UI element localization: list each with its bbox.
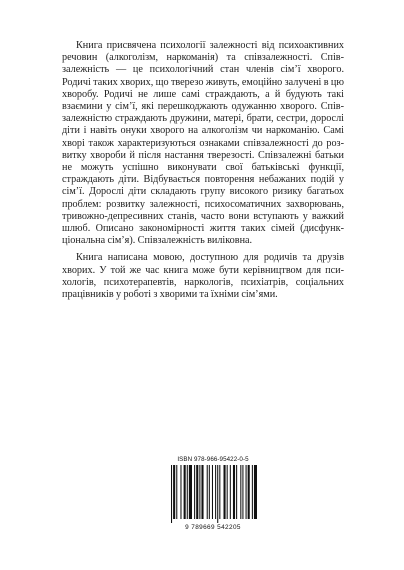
- isbn-label: ISBN 978-966-95422-0-5: [177, 456, 249, 463]
- barcode-bar: [173, 465, 175, 519]
- barcode-bar: [236, 465, 237, 519]
- barcode-bar: [187, 465, 188, 519]
- barcode-bar: [215, 465, 216, 519]
- barcode-bar: [176, 465, 177, 519]
- barcode-bar: [240, 465, 241, 519]
- barcode-bar: [248, 465, 250, 519]
- barcode-bar: [224, 465, 226, 519]
- barcode-bar: [207, 465, 208, 519]
- barcode-bar: [246, 465, 247, 519]
- barcode-bar: [230, 465, 231, 519]
- barcode-bar: [233, 465, 235, 519]
- annotation-paragraph-2: Книга написана мовою, доступною для родичів та друзів хворих. У той же час книга може бути керівництвом для психологів, психотерапевтів, наркологів, психіатрів, соціальних працівників у роботі з хворими та їхніми сім’ями.: [62, 252, 344, 301]
- barcode-bar: [209, 465, 210, 519]
- barcode-bar: [184, 465, 186, 519]
- isbn-block: [169, 456, 257, 531]
- barcode-bar: [254, 465, 257, 519]
- barcode-bar: [196, 465, 198, 519]
- barcode-bar: [242, 465, 243, 519]
- barcode-bar: [217, 465, 218, 523]
- barcode: [169, 465, 257, 523]
- barcode-bar: [171, 465, 172, 523]
- barcode-bar: [219, 465, 220, 519]
- barcode-bar: [189, 465, 192, 519]
- barcode-bar: [227, 465, 228, 519]
- barcode-bar: [199, 465, 200, 519]
- annotation-text: [62, 40, 344, 301]
- barcode-bar: [180, 465, 181, 519]
- annotation-paragraph-1: Книга присвячена психології залежності від психоактивних речовин (алкоголізм, наркоманія) та співзалежності. Співзалежність — це психологічний стан членів сім’ї хворого. Родичі таких хворих, що тверезо живуть, емоційно залучені в цю хворобу. Родичі не лише самі страждають, а й будують такі взаємини у сім’ї, які перешкоджають одужанню хворого. Співзалежністю страждають дружини, матері, брати, сестри, дорослі діти і навіть онуки хворого на алкоголізм чи наркоманію. Самі хворі також характеризуються ознаками співзалежності до розвитку хвороби й після настання тверезості. Співзалежні батьки не можуть успішно виконувати свої батьківські функції, страждають діти. Відбувається повторення небажаних подій у сім’ї. Дорослі діти складають групу високого ризику багатьох проблем: розвитку залежності, психосоматичних захворювань, тривожно-депресивних станів, часто вони вступають у важкий шлюб. Описано закономірності життя таких сімей (дисфункціональна сім’я). Співзалежність виліковна.: [62, 40, 344, 247]
- barcode-bar: [212, 465, 213, 519]
- barcode-bar: [252, 465, 253, 519]
- barcode-digits: 9 789669 542205: [185, 524, 241, 531]
- barcode-bar: [201, 465, 203, 519]
- barcode-bar: [194, 465, 195, 519]
